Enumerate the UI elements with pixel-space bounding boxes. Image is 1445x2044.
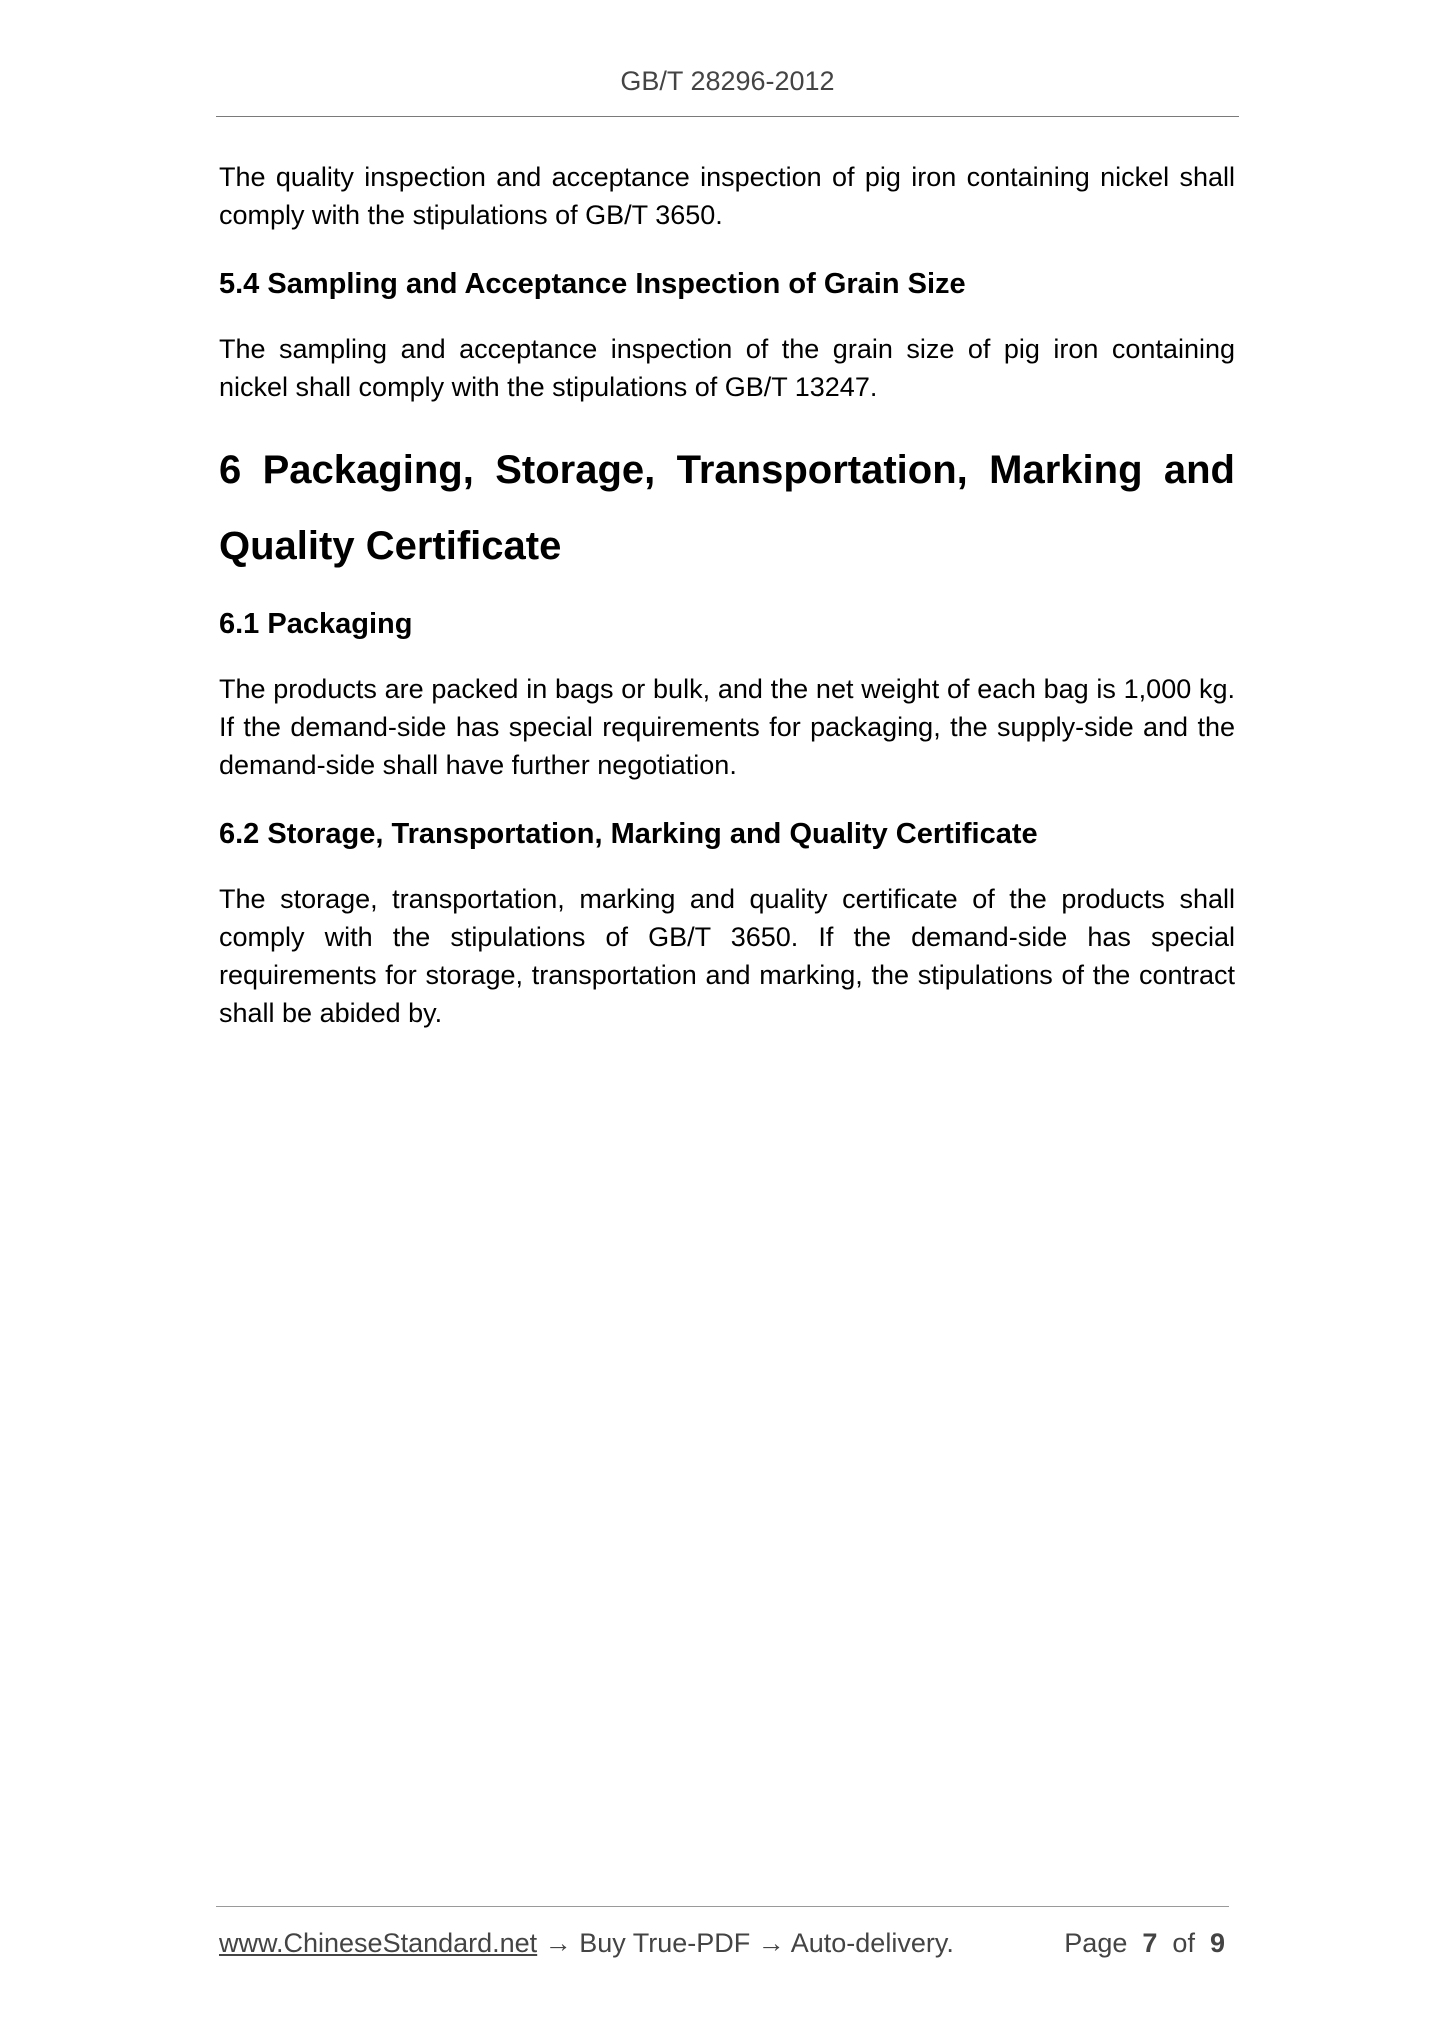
section-6-2-paragraph: The storage, transportation, marking and quality certificate of the products shall comply with the stipulations of GB/T 3650. If the demand-side has special requirements for storage, transportation and marking, the stipulations of the contract shall be abided by.	[219, 884, 1235, 1028]
footer-tagline: → Buy True-PDF → Auto-delivery.	[544, 1928, 954, 1958]
total-pages-number: 9	[1209, 1928, 1225, 1958]
footer-divider	[216, 1906, 1229, 1907]
page-header-title: GB/T 28296-2012	[620, 66, 835, 96]
current-page-number: 7	[1142, 1928, 1158, 1958]
section-6-heading: 6 Packaging, Storage, Transportation, Marking and Quality Certificate	[219, 448, 1235, 568]
header-divider	[216, 116, 1239, 117]
intro-paragraph: The quality inspection and acceptance inspection of pig iron containing nickel shall comply with the stipulations of GB/T 3650.	[219, 162, 1235, 230]
page-number	[1064, 1928, 1225, 1959]
section-6-2-heading: 6.2 Storage, Transportation, Marking and Quality Certificate	[219, 818, 1038, 850]
footer-left	[219, 1928, 954, 1959]
page-label: Page	[1064, 1928, 1128, 1958]
section-5-4-paragraph: The sampling and acceptance inspection of the grain size of pig iron containing nickel shall comply with the stipulations of GB/T 13247.	[219, 334, 1235, 402]
section-6-1-paragraph: The products are packed in bags or bulk, and the net weight of each bag is 1,000 kg. If the demand-side has special requirements for packaging, the supply-side and the demand-side shall have further negotiation.	[219, 674, 1235, 780]
page-footer	[219, 1928, 1229, 1964]
of-label: of	[1172, 1928, 1195, 1958]
section-5-4-heading: 5.4 Sampling and Acceptance Inspection of Grain Size	[219, 268, 966, 300]
document-body	[219, 158, 1235, 1032]
section-6-1-heading: 6.1 Packaging	[219, 608, 413, 640]
website-link[interactable]: www.ChineseStandard.net	[219, 1928, 538, 1958]
